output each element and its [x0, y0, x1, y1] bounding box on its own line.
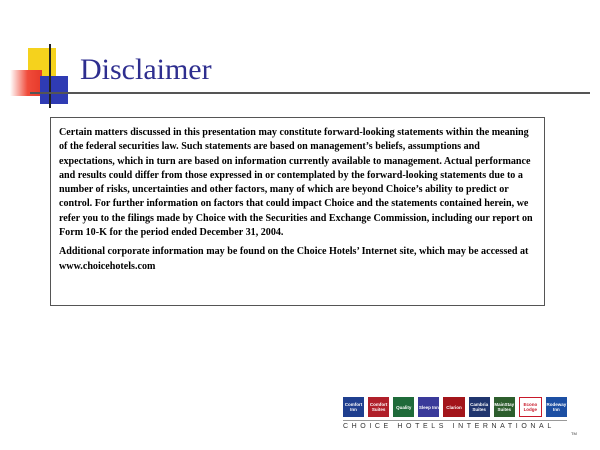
disclaimer-paragraph-additional-info: Additional corporate information may be found on the Choice Hotels’ Internet site, which may be accessed at www.choicehotels.com [59, 246, 529, 272]
brand-logo-econo-lodge: Econo Lodge [519, 397, 542, 417]
title-decoration [0, 0, 90, 110]
title-underline [30, 92, 590, 94]
disclaimer-paragraph-forward-looking: Certain matters discussed in this presentation may constitute forward-looking statements within the meaning of the federal securities law. Such statements are based on management’s beliefs, assumptions and expectations, which in turn are based on information currently available to management. Actual performance and results could differ from those expressed in or contemplated by the forward-looking statements due to a number of risks, uncertainties and other factors, many of which are beyond Choice’s ability to predict or control. For further information on factors that could impact Choice and the statements contained herein, we refer you to the filings made by Choice with the Securities and Exchange Commission, including our report on Form 10-K for the period ended December 31, 2004. [59, 127, 533, 239]
brand-logo-cambria-suites: Cambria Suites [469, 397, 490, 417]
trademark-mark: TM [571, 431, 577, 436]
brand-logos-row [343, 396, 567, 418]
blue-square-decoration [40, 76, 68, 104]
slide-title: Disclaimer [80, 53, 212, 86]
brand-logo-sleep-inn: Sleep Inn [418, 397, 439, 417]
brand-logo-comfort-inn: Comfort Inn [343, 397, 364, 417]
disclaimer-box [50, 117, 545, 306]
brand-logo-clarion: Clarion [443, 397, 464, 417]
logos-divider [343, 420, 567, 421]
brand-logo-quality: Quality [393, 397, 414, 417]
corporate-name: CHOICE HOTELS INTERNATIONAL [343, 423, 555, 430]
brand-logo-comfort-suites: Comfort Suites [368, 397, 389, 417]
vertical-rule [49, 44, 51, 108]
brand-logo-mainstay-suites: MainStay Suites [494, 397, 515, 417]
brand-logo-rodeway-inn: Rodeway Inn [546, 397, 567, 417]
